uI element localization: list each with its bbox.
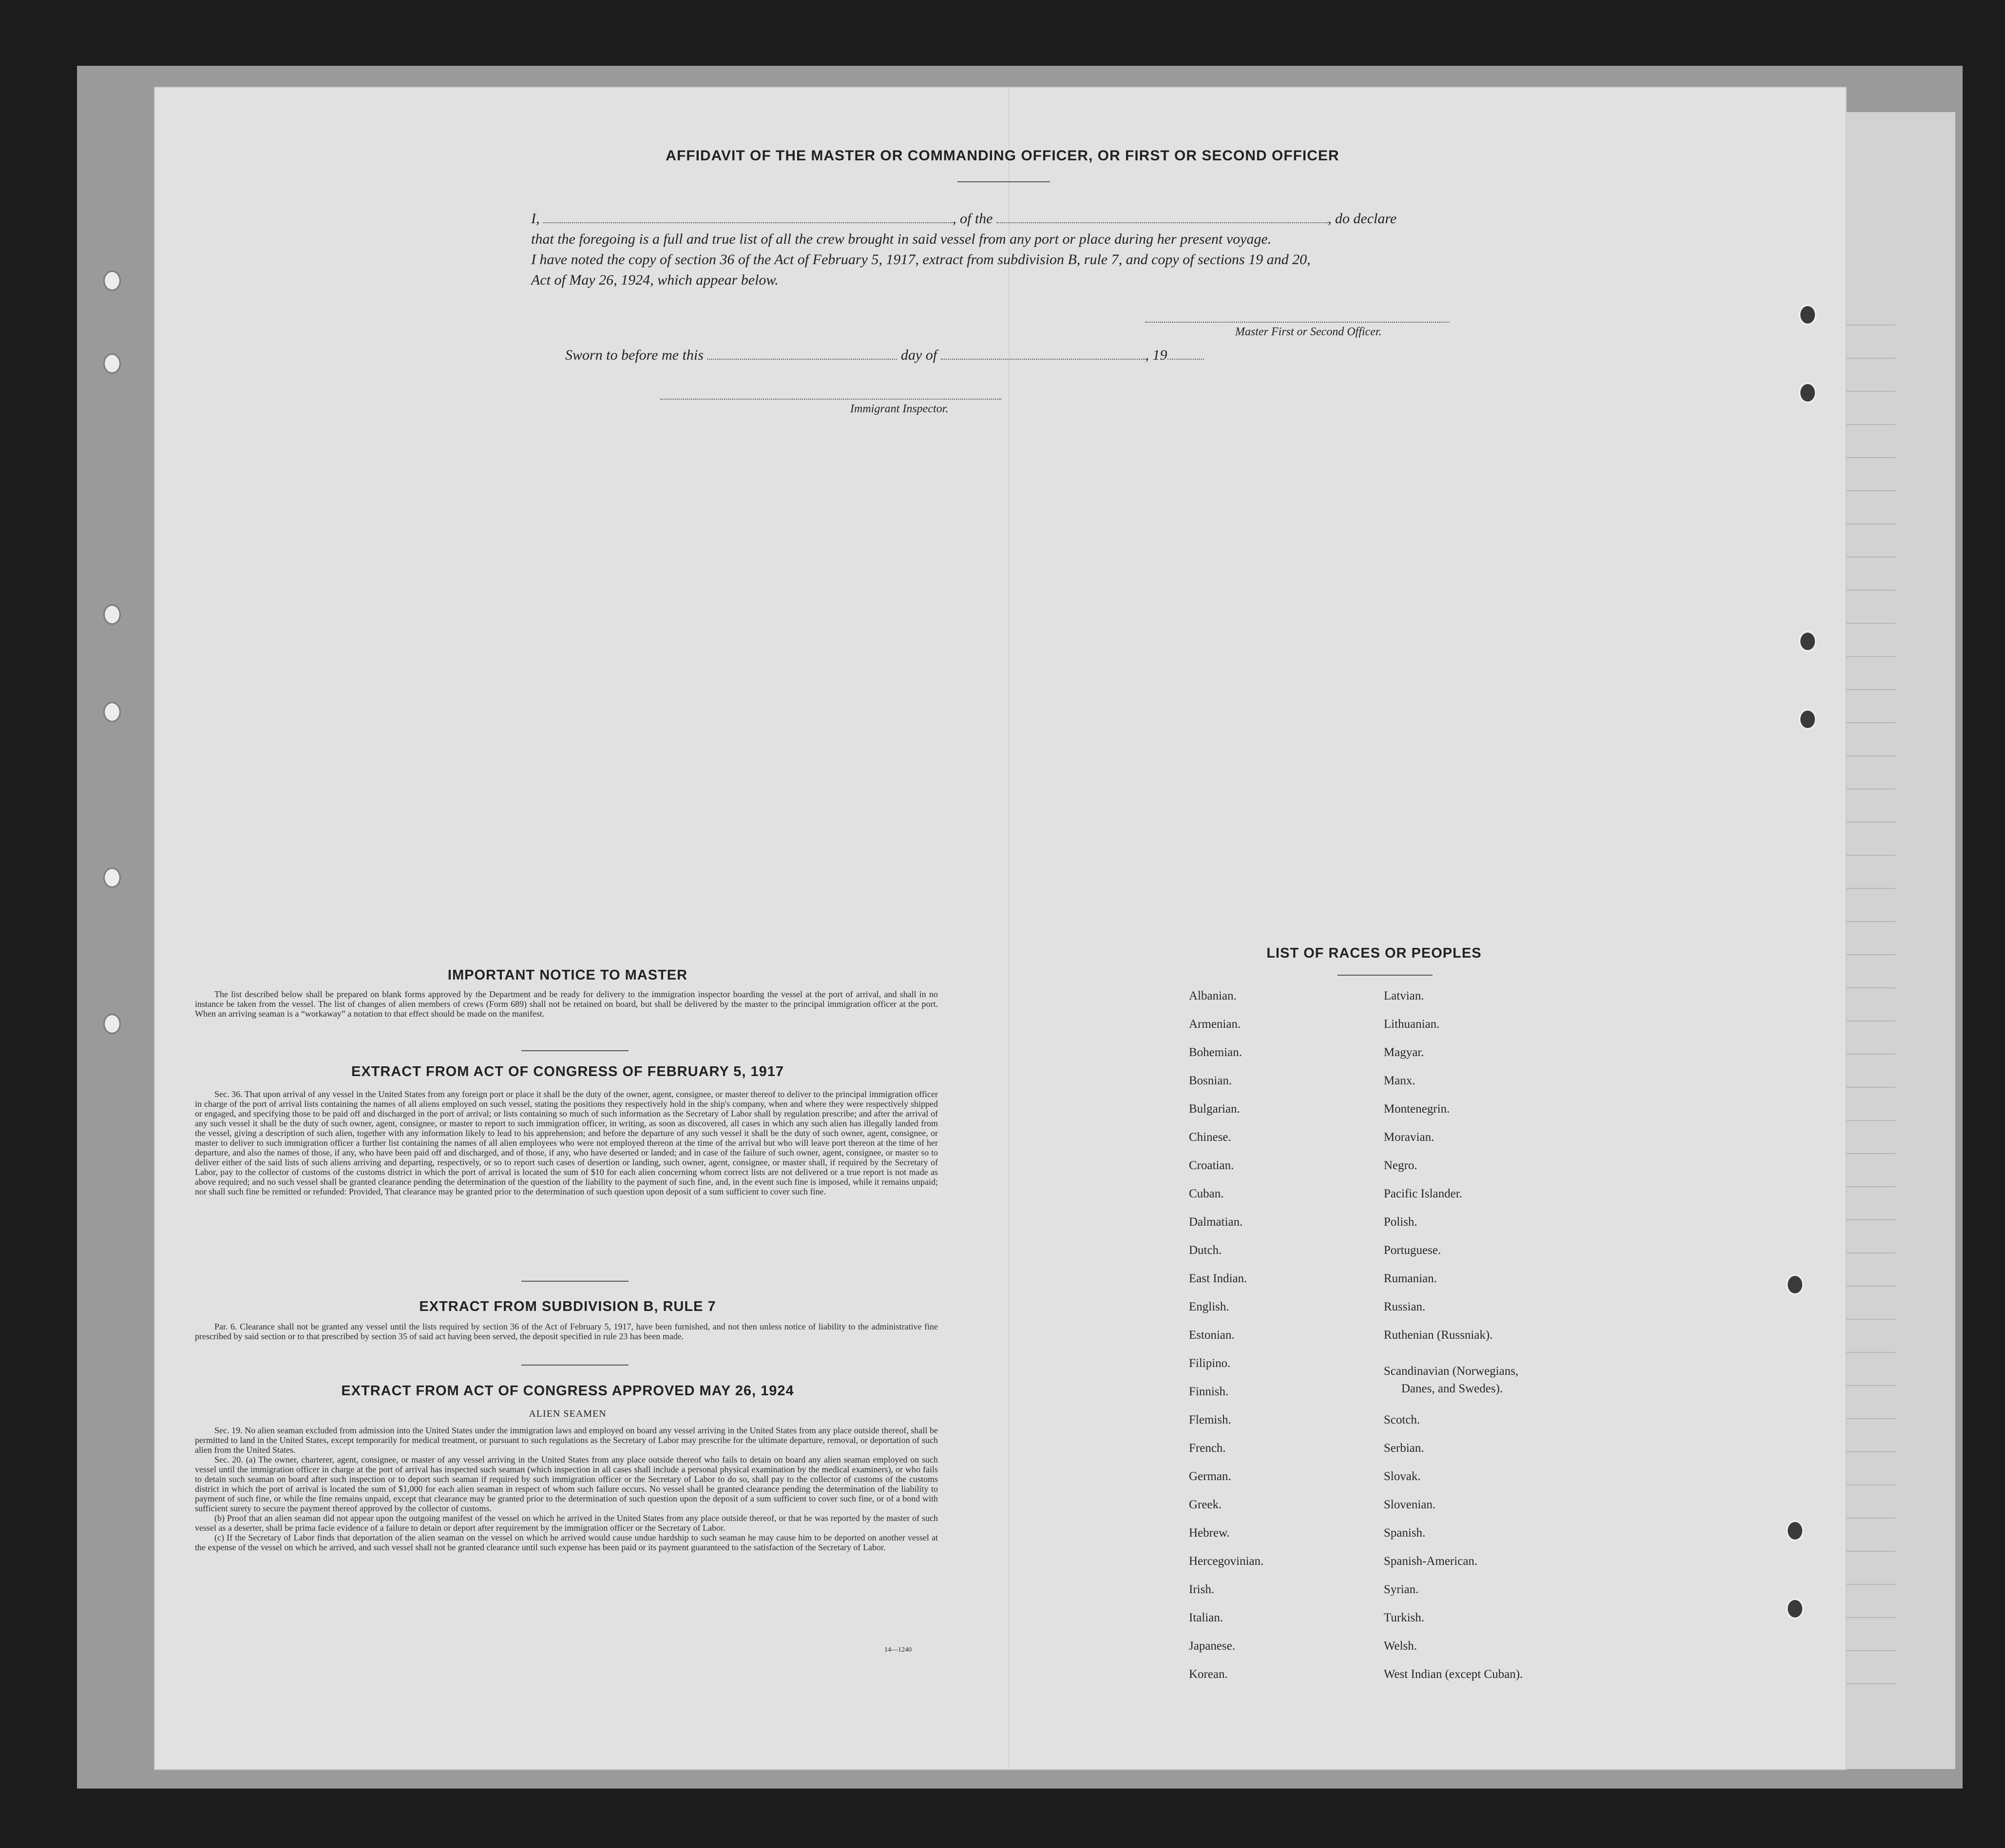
race-right-item: Montenegrin. xyxy=(1384,1102,1450,1116)
par-6-paragraph: Par. 6. Clearance shall not be granted any vessel until the lists required by section 36 of the Act of February 5, 1917, have been furnished, and not then unless notice of liability to the administrative fine prescribed by said section or to that prescribed by section 35 of said act having been served, the deposit specified in rule 23 has been made. xyxy=(195,1322,938,1341)
race-left-item: Hebrew. xyxy=(1189,1526,1230,1540)
punch-hole xyxy=(103,867,121,888)
race-right-item: Scandinavian (Norwegians, xyxy=(1384,1365,1519,1378)
notice-title: IMPORTANT NOTICE TO MASTER xyxy=(447,967,688,983)
punch-hole xyxy=(1786,1598,1804,1619)
race-left-item: Chinese. xyxy=(1189,1131,1231,1144)
punch-hole xyxy=(1799,631,1816,652)
race-left-item: Korean. xyxy=(1189,1668,1228,1681)
race-right-item: Syrian. xyxy=(1384,1583,1419,1596)
extract-1924-title: EXTRACT FROM ACT OF CONGRESS APPROVED MAY 26, 1924 xyxy=(341,1383,794,1399)
race-left-item: Cuban. xyxy=(1189,1187,1224,1200)
race-left-item: Dalmatian. xyxy=(1189,1215,1243,1229)
race-left-item: Estonian. xyxy=(1189,1328,1235,1342)
year-prefix: , 19 xyxy=(1145,347,1167,363)
race-right-item: Negro. xyxy=(1384,1159,1417,1172)
sworn-line xyxy=(565,347,1204,364)
title-rule xyxy=(957,181,1050,182)
name-blank xyxy=(543,212,953,223)
punch-hole xyxy=(103,1014,121,1034)
affidavit-title: AFFIDAVIT OF THE MASTER OR COMMANDING OFFICER, OR FIRST OR SECOND OFFICER xyxy=(666,148,1339,164)
race-left-item: Bosnian. xyxy=(1189,1074,1232,1087)
section-20a-paragraph: Sec. 20. (a) The owner, charterer, agent, consignee, or master of any vessel arriving in the United States from any place outside thereof who fails to detain on board any alien seaman employed on such vessel until the immigration officer in charge at the port of arrival has inspected such seaman (which inspection in all cases shall include a personal physical examination by the medical examiners), or who fails to detain such seaman on board after such inspection or to deport such seaman if required by such immigration officer or the Secretary of Labor to do so, shall pay to the collector of customs of the customs district in which the port of arrival is located the sum of $1,000 for each alien seaman in respect of whom such failure occurs. No vessel shall be granted clearance pending the determination of the liability to payment of such fine, or while the fine remains unpaid, except that clearance may be granted prior to the determination of such question upon the deposit of a sum sufficient to cover such fine, or of a bond with sufficient surety to secure the payment thereof approved by the collector of customs. xyxy=(195,1455,938,1513)
master-label: Master First or Second Officer. xyxy=(1235,326,1382,338)
section-divider xyxy=(521,1050,629,1051)
race-left-item: Albanian. xyxy=(1189,989,1237,1002)
section-36-paragraph: Sec. 36. That upon arrival of any vessel in the United States from any foreign port or place it shall be the duty of the owner, agent, consignee, or master thereof to deliver to the principal immigration officer in charge of the port of arrival lists containing the names of all aliens employed on such vessel, stating the positions they respectively hold in the ship's company, when and where they were respectively shipped or engaged, and specifying those to be paid off and discharged in the port of arrival; or lists containing so much of such information as the Secretary of Labor shall by regulation prescribe; and after the arrival of any such vessel it shall be the duty of such owner, agent, consignee, or master to report to such immigration officer, in writing, as soon as discovered, all cases in which any such alien has illegally landed from the vessel, giving a description of such alien, together with any information likely to lead to his apprehension; and before the departure of any such vessel it shall be the duty of such owner, agent, consignee, or master to deliver to such immigration officer a further list containing the names of all alien employees who were not employed thereon at the time of the arrival but who will leave port thereon at the time of her departure, and also the names of those, if any, who have been paid off and discharged, and of those, if any, who have deserted or landed; and in case of the failure of such owner, agent, consignee, or master so to deliver either of the said lists of such aliens arriving and departing, respectively, or so to report such cases of desertion or landing, such owner, agent, consignee, or master shall, if required by the Secretary of Labor, pay to the collector of customs of the customs district in which the port of arrival is located the sum of $10 for each alien concerning whom correct lists are not delivered or a true report is not made as above required; and no such vessel shall be granted clearance pending the determination of the question of the liability to the payment of such fine, and, in the event such fine is imposed, while it remains unpaid; nor shall such fine be remitted or refunded: Provided, That clearance may be granted prior to the determination of such question upon deposit of a sum sufficient to cover such fine. xyxy=(195,1089,938,1196)
month-blank xyxy=(941,349,1146,360)
races-title-rule xyxy=(1337,975,1432,976)
race-right-item: Danes, and Swedes). xyxy=(1401,1382,1503,1395)
section-divider xyxy=(521,1365,629,1366)
punch-hole xyxy=(103,702,121,722)
section-divider xyxy=(521,1281,629,1282)
race-left-item: Armenian. xyxy=(1189,1018,1241,1031)
affidavit-line-4: Act of May 26, 1924, which appear below. xyxy=(531,272,779,288)
extract-1924-text xyxy=(195,1425,938,1552)
race-left-item: Filipino. xyxy=(1189,1357,1231,1370)
notice-text xyxy=(195,989,938,1019)
vessel-blank xyxy=(996,212,1328,223)
race-right-item: Spanish. xyxy=(1384,1526,1426,1540)
punch-hole xyxy=(1786,1274,1804,1295)
race-left-item: Greek. xyxy=(1189,1498,1222,1511)
race-left-item: Hercegovinian. xyxy=(1189,1555,1264,1568)
race-right-item: Scotch. xyxy=(1384,1413,1420,1426)
punch-hole xyxy=(103,353,121,374)
affidavit-i: I, xyxy=(531,211,540,227)
race-left-item: Croatian. xyxy=(1189,1159,1234,1172)
race-left-item: Bohemian. xyxy=(1189,1046,1242,1059)
race-left-item: Irish. xyxy=(1189,1583,1215,1596)
punch-hole xyxy=(1799,305,1816,325)
race-right-item: West Indian (except Cuban). xyxy=(1384,1668,1523,1681)
race-right-item: Magyar. xyxy=(1384,1046,1424,1059)
punch-hole xyxy=(1799,709,1816,730)
race-right-item: Rumanian. xyxy=(1384,1272,1437,1285)
punch-hole xyxy=(103,604,121,625)
extract-1917-title: EXTRACT FROM ACT OF CONGRESS OF FEBRUARY 5, 1917 xyxy=(351,1064,784,1079)
race-right-item: Moravian. xyxy=(1384,1131,1434,1144)
race-right-item: Welsh. xyxy=(1384,1639,1417,1653)
race-right-item: Slovenian. xyxy=(1384,1498,1436,1511)
day-blank xyxy=(707,349,897,360)
race-left-item: Bulgarian. xyxy=(1189,1102,1240,1116)
race-right-item: Slovak. xyxy=(1384,1470,1421,1483)
race-right-item: Polish. xyxy=(1384,1215,1417,1229)
affidavit-line-3: I have noted the copy of section 36 of the Act of February 5, 1917, extract from subdivision B, rule 7, and copy of sections 19 and 20, xyxy=(531,251,1311,268)
section-20c-paragraph: (c) If the Secretary of Labor finds that deportation of the alien seaman on the vessel on which he arrived would cause undue hardship to such seaman he may cause him to be deported on another vessel at the expense of the vessel on which he arrived, and such vessel shall not be granted clearance until such expense has been paid or its payment guaranteed to the satisfaction of the Secretary of Labor. xyxy=(195,1533,938,1552)
race-left-item: Japanese. xyxy=(1189,1639,1236,1653)
alien-seamen-subtitle: ALIEN SEAMEN xyxy=(529,1408,607,1419)
punch-hole xyxy=(103,270,121,291)
race-right-item: Portuguese. xyxy=(1384,1244,1441,1257)
race-right-item: Manx. xyxy=(1384,1074,1415,1087)
race-left-item: Finnish. xyxy=(1189,1385,1229,1398)
affidavit-line-1 xyxy=(531,211,1396,227)
race-left-item: French. xyxy=(1189,1442,1226,1455)
master-signature-line xyxy=(1145,322,1450,323)
section-20b-paragraph: (b) Proof that an alien seaman did not appear upon the outgoing manifest of the vessel on which he arrived in the United States from any place outside thereof, or that he was reported by the master of such vessel as a deserter, shall be prima facie evidence of a failure to detain or deport after requirement by the immigration officer or the Secretary of Labor. xyxy=(195,1513,938,1533)
affidavit-line-2: that the foregoing is a full and true list of all the crew brought in said vessel from any port or place during her present voyage. xyxy=(531,231,1272,247)
notice-paragraph: The list described below shall be prepared on blank forms approved by the Department and be ready for delivery to the immigration inspector boarding the vessel at the port of arrival, and shall in no instance be taken from the vessel. The list of changes of alien members of crews (Form 689) shall not be retained on board, but shall be delivered by the master to the principal immigration officer at the port. When an arriving seaman is a “workaway” a notation to that effect should be made on the manifest. xyxy=(195,989,938,1019)
fold-line xyxy=(1009,88,1010,1769)
race-right-item: Pacific Islander. xyxy=(1384,1187,1463,1200)
extract-rule7-text xyxy=(195,1322,938,1341)
race-right-item: Russian. xyxy=(1384,1300,1426,1313)
affidavit-of-the: , of the xyxy=(953,211,993,227)
race-left-item: Italian. xyxy=(1189,1611,1223,1624)
race-right-item: Ruthenian (Russniak). xyxy=(1384,1328,1493,1342)
extract-rule7-title: EXTRACT FROM SUBDIVISION B, RULE 7 xyxy=(419,1299,716,1314)
race-right-item: Spanish-American. xyxy=(1384,1555,1478,1568)
extract-1917-text xyxy=(195,1089,938,1196)
race-left-item: East Indian. xyxy=(1189,1272,1247,1285)
punch-hole xyxy=(1799,383,1816,403)
inspector-label: Immigrant Inspector. xyxy=(850,403,949,415)
inspector-signature-line xyxy=(660,399,1001,400)
race-left-item: German. xyxy=(1189,1470,1231,1483)
day-of-text: day of xyxy=(900,347,937,363)
race-right-item: Serbian. xyxy=(1384,1442,1424,1455)
form-number: 14—1240 xyxy=(884,1646,912,1654)
race-right-item: Turkish. xyxy=(1384,1611,1425,1624)
race-left-item: English. xyxy=(1189,1300,1229,1313)
races-title: LIST OF RACES OR PEOPLES xyxy=(1266,945,1482,961)
affidavit-declare: , do declare xyxy=(1328,211,1397,227)
year-blank xyxy=(1167,349,1204,360)
race-right-item: Lithuanian. xyxy=(1384,1018,1440,1031)
sworn-text: Sworn to before me this xyxy=(565,347,704,363)
race-left-item: Flemish. xyxy=(1189,1413,1231,1426)
section-19-paragraph: Sec. 19. No alien seaman excluded from admission into the United States under the immigration laws and employed on board any vessel arriving in the United States from any place outside thereof, shall be permitted to land in the United States, except temporarily for medical treatment, or pursuant to such regulations as the Secretary of Labor may prescribe for the ultimate departure, removal, or deportation of such alien from the United States. xyxy=(195,1425,938,1455)
race-left-item: Dutch. xyxy=(1189,1244,1222,1257)
race-right-item: Latvian. xyxy=(1384,989,1424,1002)
punch-hole xyxy=(1786,1521,1804,1541)
